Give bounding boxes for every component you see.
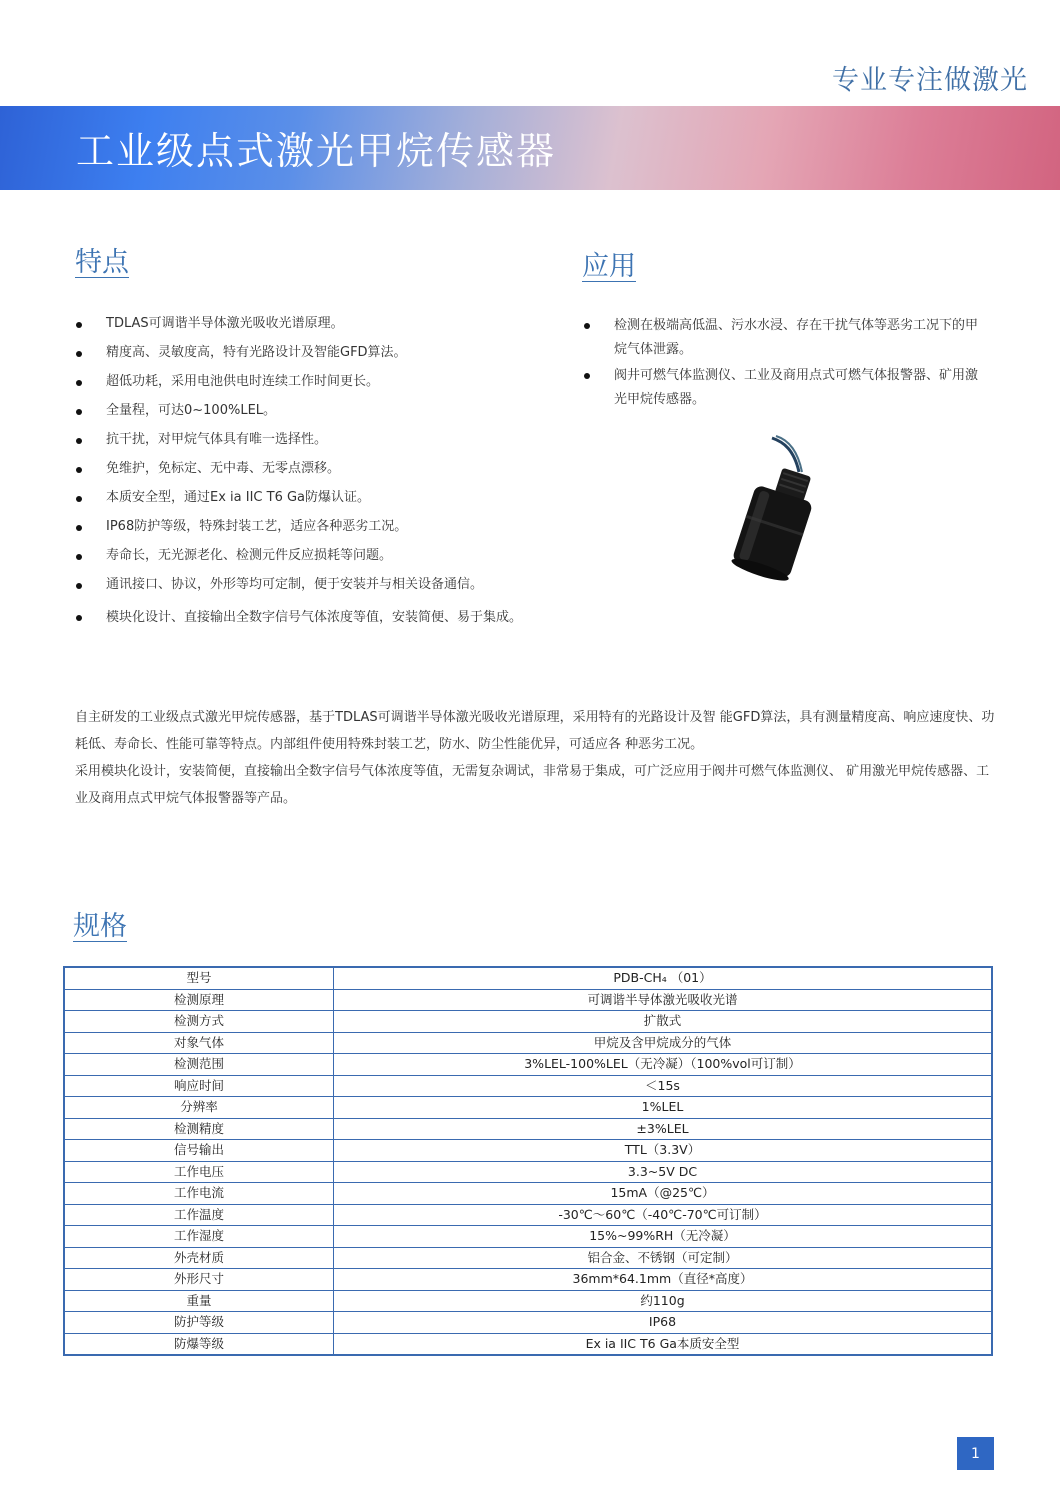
spec-row: [64, 1333, 992, 1355]
feature-item: 本质安全型，通过Ex ia IIC T6 Ga防爆认证。: [74, 488, 544, 517]
spec-value: 扩散式: [334, 1011, 993, 1033]
spec-value: PDB-CH₄ （01）: [334, 967, 993, 989]
feature-item: 精度高、灵敏度高，特有光路设计及智能GFD算法。: [74, 343, 544, 372]
spec-row: [64, 1247, 992, 1269]
application-item: 检测在极端高低温、污水水浸、存在干扰气体等恶劣工况下的甲烷气体泄露。: [582, 314, 990, 362]
spec-value: 甲烷及含甲烷成分的气体: [334, 1032, 993, 1054]
application-item: 阀井可燃气体监测仪、工业及商用点式可燃气体报警器、矿用激光甲烷传感器。: [582, 364, 990, 412]
feature-item: 免维护，免标定、无中毒、无零点漂移。: [74, 459, 544, 488]
features-list: [74, 314, 544, 654]
spec-value: IP68: [334, 1312, 993, 1334]
applications-list: [582, 314, 990, 414]
spec-row: [64, 1032, 992, 1054]
spec-row: [64, 1140, 992, 1162]
spec-label: 检测方式: [64, 1011, 334, 1033]
description-paragraph: 采用模块化设计，安装简便，直接输出全数字信号气体浓度等值，无需复杂调试，非常易于集成，可广泛应用于阀井可燃气体监测仪、 矿用激光甲烷传感器、工业及商用点式甲烷气体报警器等产品。: [75, 764, 990, 806]
product-description: [75, 704, 995, 812]
spec-label: 检测原理: [64, 989, 334, 1011]
spec-value: -30℃～60℃（-40℃-70℃可订制）: [334, 1204, 993, 1226]
spec-label: 对象气体: [64, 1032, 334, 1054]
specs-table: [63, 966, 993, 1356]
title-banner: [0, 106, 1060, 190]
feature-item: IP68防护等级，特殊封装工艺，适应各种恶劣工况。: [74, 517, 544, 546]
sensor-product-image: [706, 434, 836, 584]
page-number-badge: 1: [957, 1437, 994, 1470]
spec-row: [64, 1204, 992, 1226]
spec-label: 工作湿度: [64, 1226, 334, 1248]
spec-value: 15mA（@25℃）: [334, 1183, 993, 1205]
spec-label: 分辨率: [64, 1097, 334, 1119]
spec-label: 检测精度: [64, 1118, 334, 1140]
spec-row: [64, 1118, 992, 1140]
company-tagline: 专业专注做激光: [832, 65, 1028, 96]
spec-label: 响应时间: [64, 1075, 334, 1097]
spec-row: [64, 1161, 992, 1183]
spec-row: [64, 967, 992, 989]
spec-value: Ex ia IIC T6 Ga本质安全型: [334, 1333, 993, 1355]
spec-row: [64, 1290, 992, 1312]
description-paragraph: 自主研发的工业级点式激光甲烷传感器，基于TDLAS可调谐半导体激光吸收光谱原理，采用特有的光路设计及智 能GFD算法，具有测量精度高、响应速度快、功耗低、寿命长、性能可靠等特点。内部组件使用特殊封装工艺，防水、防尘性能优异，可适应各 种恶劣工况。: [75, 710, 995, 752]
feature-item: 全量程，可达0~100%LEL。: [74, 401, 544, 430]
spec-row: [64, 1054, 992, 1076]
spec-label: 防护等级: [64, 1312, 334, 1334]
features-heading: 特点: [75, 247, 129, 278]
spec-value: 36mm*64.1mm（直径*高度）: [334, 1269, 993, 1291]
spec-label: 检测范围: [64, 1054, 334, 1076]
page-title: 工业级点式激光甲烷传感器: [76, 129, 557, 173]
feature-item: 通讯接口、协议，外形等均可定制，便于安装并与相关设备通信。: [74, 575, 544, 604]
spec-value: ＜15s: [334, 1075, 993, 1097]
spec-label: 外壳材质: [64, 1247, 334, 1269]
feature-item: TDLAS可调谐半导体激光吸收光谱原理。: [74, 314, 544, 343]
spec-label: 工作温度: [64, 1204, 334, 1226]
spec-label: 外形尺寸: [64, 1269, 334, 1291]
spec-label: 型号: [64, 967, 334, 989]
feature-item: 寿命长，无光源老化、检测元件反应损耗等问题。: [74, 546, 544, 575]
feature-item: 超低功耗，采用电池供电时连续工作时间更长。: [74, 372, 544, 401]
spec-label: 信号输出: [64, 1140, 334, 1162]
spec-row: [64, 1011, 992, 1033]
feature-item: 抗干扰，对甲烷气体具有唯一选择性。: [74, 430, 544, 459]
spec-value: 3.3~5V DC: [334, 1161, 993, 1183]
spec-value: 约110g: [334, 1290, 993, 1312]
spec-row: [64, 1312, 992, 1334]
spec-row: [64, 989, 992, 1011]
spec-value: 1%LEL: [334, 1097, 993, 1119]
spec-label: 重量: [64, 1290, 334, 1312]
spec-row: [64, 1075, 992, 1097]
spec-row: [64, 1183, 992, 1205]
specs-heading: 规格: [73, 911, 127, 942]
spec-value: 15%~99%RH（无冷凝）: [334, 1226, 993, 1248]
spec-label: 工作电压: [64, 1161, 334, 1183]
spec-value: 3%LEL-100%LEL（无冷凝）（100%vol可订制）: [334, 1054, 993, 1076]
spec-value: ±3%LEL: [334, 1118, 993, 1140]
spec-row: [64, 1097, 992, 1119]
feature-item: 模块化设计、直接输出全数字信号气体浓度等值，安装简便、易于集成。: [74, 604, 544, 654]
specs-table-container: [63, 966, 993, 1356]
spec-label: 工作电流: [64, 1183, 334, 1205]
spec-label: 防爆等级: [64, 1333, 334, 1355]
spec-value: TTL（3.3V）: [334, 1140, 993, 1162]
spec-value: 铝合金、不锈钢（可定制）: [334, 1247, 993, 1269]
spec-value: 可调谐半导体激光吸收光谱: [334, 989, 993, 1011]
applications-heading: 应用: [582, 251, 636, 282]
spec-row: [64, 1269, 992, 1291]
spec-row: [64, 1226, 992, 1248]
